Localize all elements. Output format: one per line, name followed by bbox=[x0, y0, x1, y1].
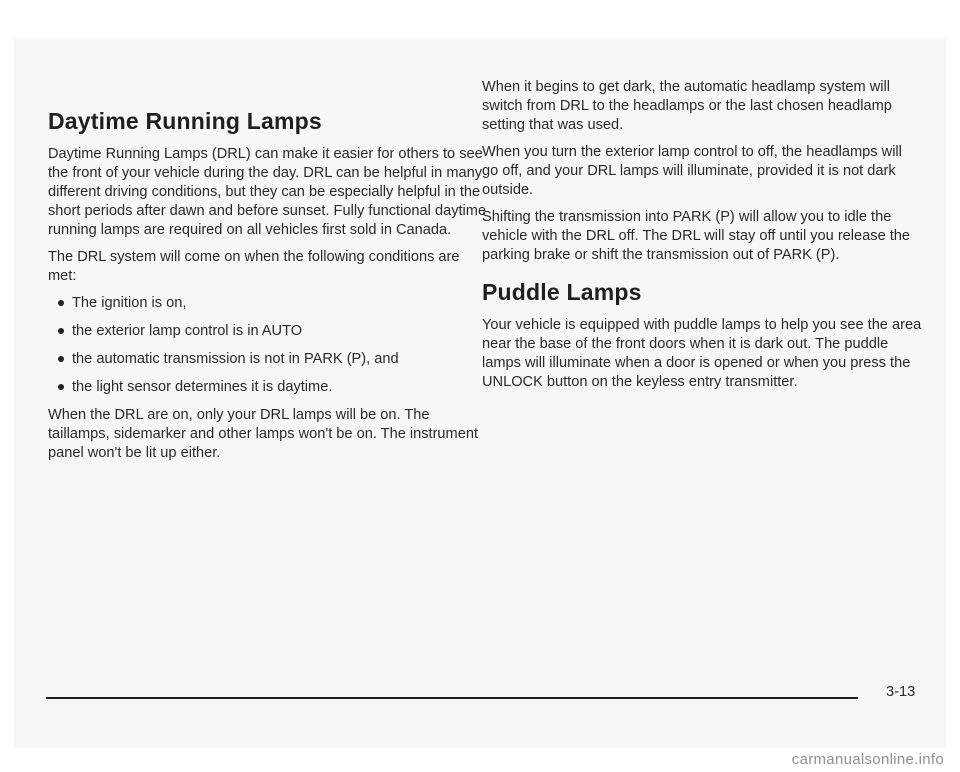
bullet-icon bbox=[58, 300, 64, 306]
footer-rule bbox=[46, 697, 858, 699]
puddle-lamps-heading: Puddle Lamps bbox=[482, 279, 642, 305]
list-item: the light sensor determines it is daytime. bbox=[48, 378, 488, 397]
puddle-lamps-paragraph: Your vehicle is equipped with puddle lamps to help you see the area near the base of the front doors when it is dark out. The puddle lamps will illuminate when a door is opened or when you press the UNLOCK button on the keyless entry transmitter. bbox=[482, 317, 922, 390]
bullet-icon bbox=[58, 356, 64, 362]
bullet-icon bbox=[58, 384, 64, 390]
list-item: the exterior lamp control is in AUTO bbox=[48, 322, 488, 341]
lamp-control-off-paragraph: When you turn the exterior lamp control to off, the headlamps will go off, and your DRL lamps will illuminate, provided it is not dark outside. bbox=[482, 144, 902, 198]
park-shift-paragraph: Shifting the transmission into PARK (P) will allow you to idle the vehicle with the DRL off. The DRL will stay off until you release the parking brake or shift the transmission out of PARK (P). bbox=[482, 209, 911, 263]
right-column bbox=[482, 78, 922, 400]
manual-page bbox=[14, 38, 946, 748]
watermark-text: carmanualsonline.info bbox=[791, 751, 944, 768]
list-item: The ignition is on, bbox=[48, 294, 488, 313]
left-column bbox=[48, 108, 488, 471]
page-number: 3-13 bbox=[886, 684, 916, 700]
daytime-running-lamps-heading: Daytime Running Lamps bbox=[48, 108, 322, 134]
drl-conditions-paragraph: The DRL system will come on when the following conditions are met: bbox=[48, 249, 460, 284]
drl-on-paragraph: When the DRL are on, only your DRL lamps will be on. The taillamps, sidemarker and other lamps won't be on. The instrument panel won't be lit up either. bbox=[48, 407, 478, 461]
drl-conditions-list bbox=[48, 294, 488, 397]
drl-intro-paragraph: Daytime Running Lamps (DRL) can make it easier for others to see the front of your vehicle during the day. DRL can be helpful in many different driving conditions, but they can be especially helpful in the short periods after dawn and before sunset. Fully functional daytime running lamps are required on all vehicles first sold in Canada. bbox=[48, 146, 487, 238]
list-item: the automatic transmission is not in PARK (P), and bbox=[48, 350, 488, 369]
dark-switch-paragraph: When it begins to get dark, the automatic headlamp system will switch from DRL to the headlamps or the last chosen headlamp setting that was used. bbox=[482, 79, 892, 133]
bullet-icon bbox=[58, 328, 64, 334]
